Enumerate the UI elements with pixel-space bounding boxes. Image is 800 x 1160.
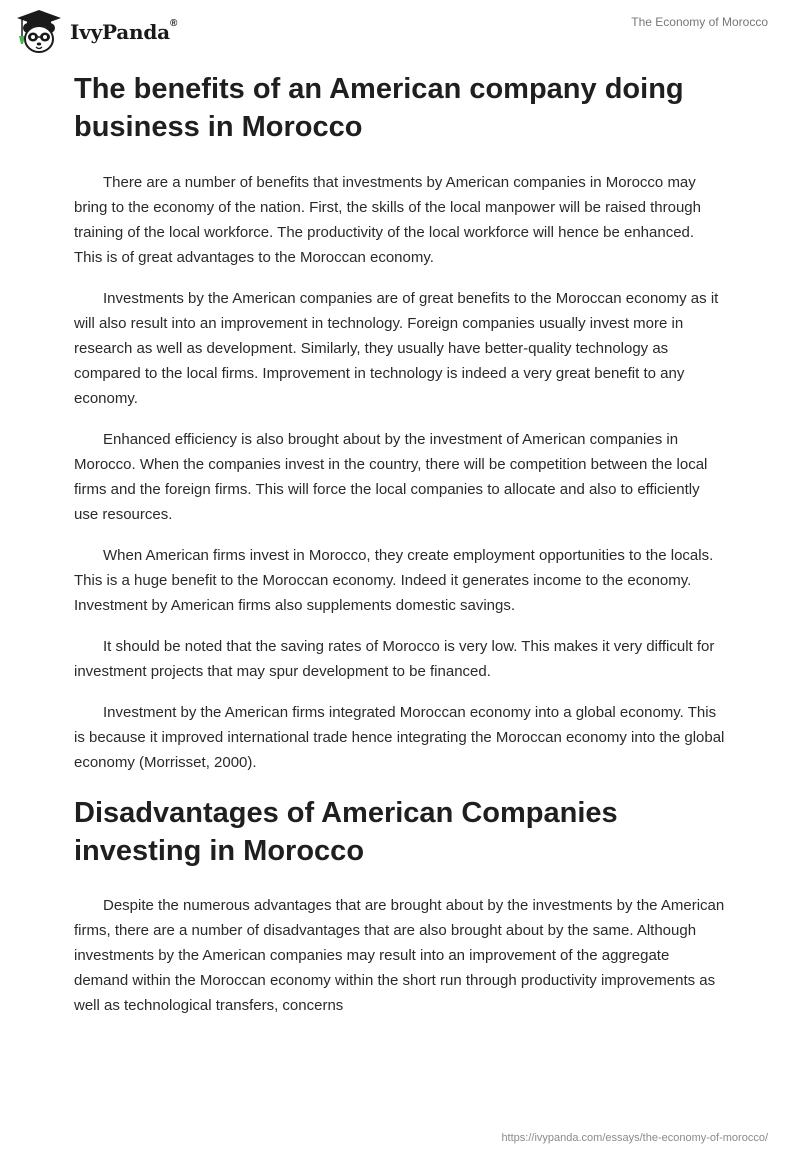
ivypanda-logo[interactable] [14, 8, 177, 56]
section-heading-benefits: The benefits of an American company doing business in Morocco [74, 73, 684, 143]
paragraph: When American firms invest in Morocco, they create employment opportunities to the locals. This is a huge benefit to the Moroccan economy. Indeed it generates income to the economy. Investment by American firms also supplements domestic savings. [74, 547, 714, 614]
essay-content [74, 70, 726, 1034]
brand-name: IvyPanda® [70, 18, 178, 44]
paragraph: Despite the numerous advantages that are brought about by the investments by the American firms, there are a number of disadvantages that are also brought about by the same. Although investments by the American companies may result into an improvement of the aggregate demand within the Moroccan economy within the short run through productivity improvements as well as technological transfers, concerns [74, 897, 725, 1014]
section-heading-disadvantages: Disadvantages of American Companies investing in Morocco [74, 797, 618, 867]
panda-graduate-icon [14, 8, 64, 56]
paragraph: There are a number of benefits that investments by American companies in Morocco may bring to the economy of the nation. First, the skills of the local manpower will be raised through training of the local workforce. The productivity of the local workforce will hence be enhanced. This is of great advantages to the Moroccan economy. [74, 174, 701, 266]
page-header [0, 0, 800, 60]
paragraph: Enhanced efficiency is also brought about by the investment of American companies in Morocco. When the companies invest in the country, there will be competition between the local firms and the foreign firms. This will force the local companies to allocate and also to efficiently use resources. [74, 431, 708, 523]
paragraph: Investments by the American companies are of great benefits to the Moroccan economy as it will also result into an improvement in technology. Foreign companies usually invest more in research as well as development. Similarly, they usually have better-quality technology as compared to the local firms. Improvement in technology is indeed a very great benefit to any economy. [74, 290, 719, 407]
paragraph: Investment by the American firms integrated Moroccan economy into a global economy. This is because it improved international trade hence integrating the Moroccan economy into the global economy (Morrisset, 2000). [74, 704, 725, 771]
source-url[interactable]: https://ivypanda.com/essays/the-economy-of-morocco/ [501, 1132, 768, 1144]
paragraph: It should be noted that the saving rates of Morocco is very low. This makes it very difficult for investment projects that may spur development to be financed. [74, 638, 715, 680]
document-title: The Economy of Morocco [631, 15, 768, 29]
